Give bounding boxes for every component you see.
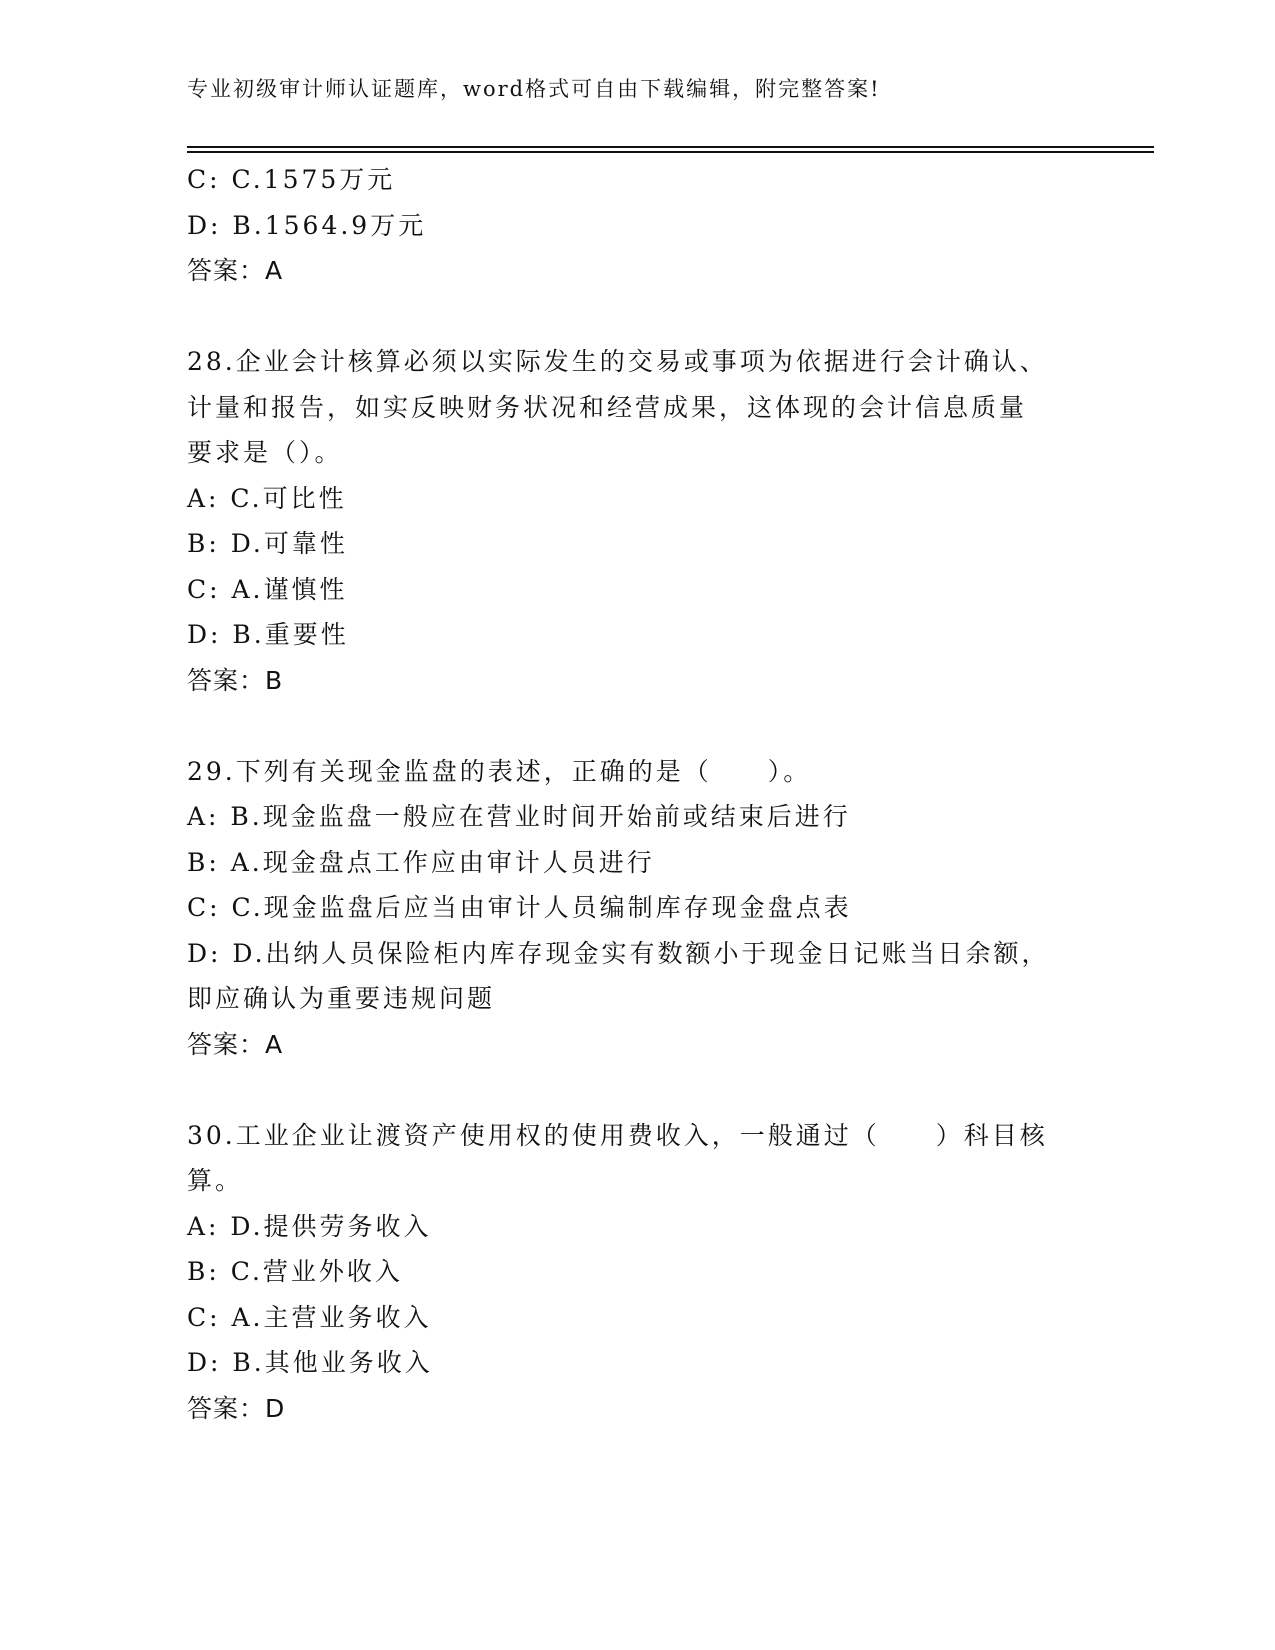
option-b: B: C.营业外收入 [187,1257,403,1286]
option-d: D: B.1564.9万元 [187,210,427,240]
answer-line: 答案：D [187,1393,286,1423]
option-c: C: C.现金监盘后应当由审计人员编制库存现金盘点表 [187,893,852,922]
question-stem-line: 算。 [187,1166,244,1195]
option-d: D: B.重要性 [187,620,349,649]
answer-line: 答案：A [187,256,284,285]
header-rule-thick [187,146,1154,148]
page-header: 专业初级审计师认证题库，word格式可自由下载编辑，附完整答案! [187,77,881,101]
answer-line: 答案：A [187,1029,284,1059]
option-c: C: A.谨慎性 [187,574,348,604]
header-rule-thin [187,151,1154,153]
document-body [187,157,1087,1431]
option-b: B: A.现金盘点工作应由审计人员进行 [187,847,655,877]
spacer [187,703,1087,749]
option-b: B: D.可靠性 [187,529,348,558]
question-stem-line: 要求是（）。 [187,438,343,467]
question-block-27 [187,157,1087,294]
question-block-28 [187,339,1087,703]
option-a: A: C.可比性 [187,483,347,513]
option-d-continuation: 即应确认为重要违规问题 [187,984,496,1013]
question-stem-line: 28.企业会计核算必须以实际发生的交易或事项为依据进行会计确认、 [187,347,1048,376]
option-a: A: B.现金监盘一般应在营业时间开始前或结束后进行 [187,802,851,831]
question-block-29 [187,749,1087,1068]
option-d: D: D.出纳人员保险柜内库存现金实有数额小于现金日记账当日余额， [187,938,1050,968]
option-a: A: D.提供劳务收入 [187,1211,432,1241]
option-c: C: A.主营业务收入 [187,1302,432,1332]
spacer [187,1067,1087,1113]
spacer [187,294,1087,340]
answer-line: 答案：B [187,665,284,695]
question-block-30 [187,1113,1087,1432]
option-d: D: B.其他业务收入 [187,1348,433,1377]
option-c: C: C.1575万元 [187,165,396,194]
question-stem-line: 29.下列有关现金监盘的表述，正确的是（ ）。 [187,756,812,786]
question-stem-line: 30.工业企业让渡资产使用权的使用费收入，一般通过（ ）科目核 [187,1120,1048,1150]
question-stem-line: 计量和报告，如实反映财务状况和经营成果，这体现的会计信息质量 [187,392,1028,422]
